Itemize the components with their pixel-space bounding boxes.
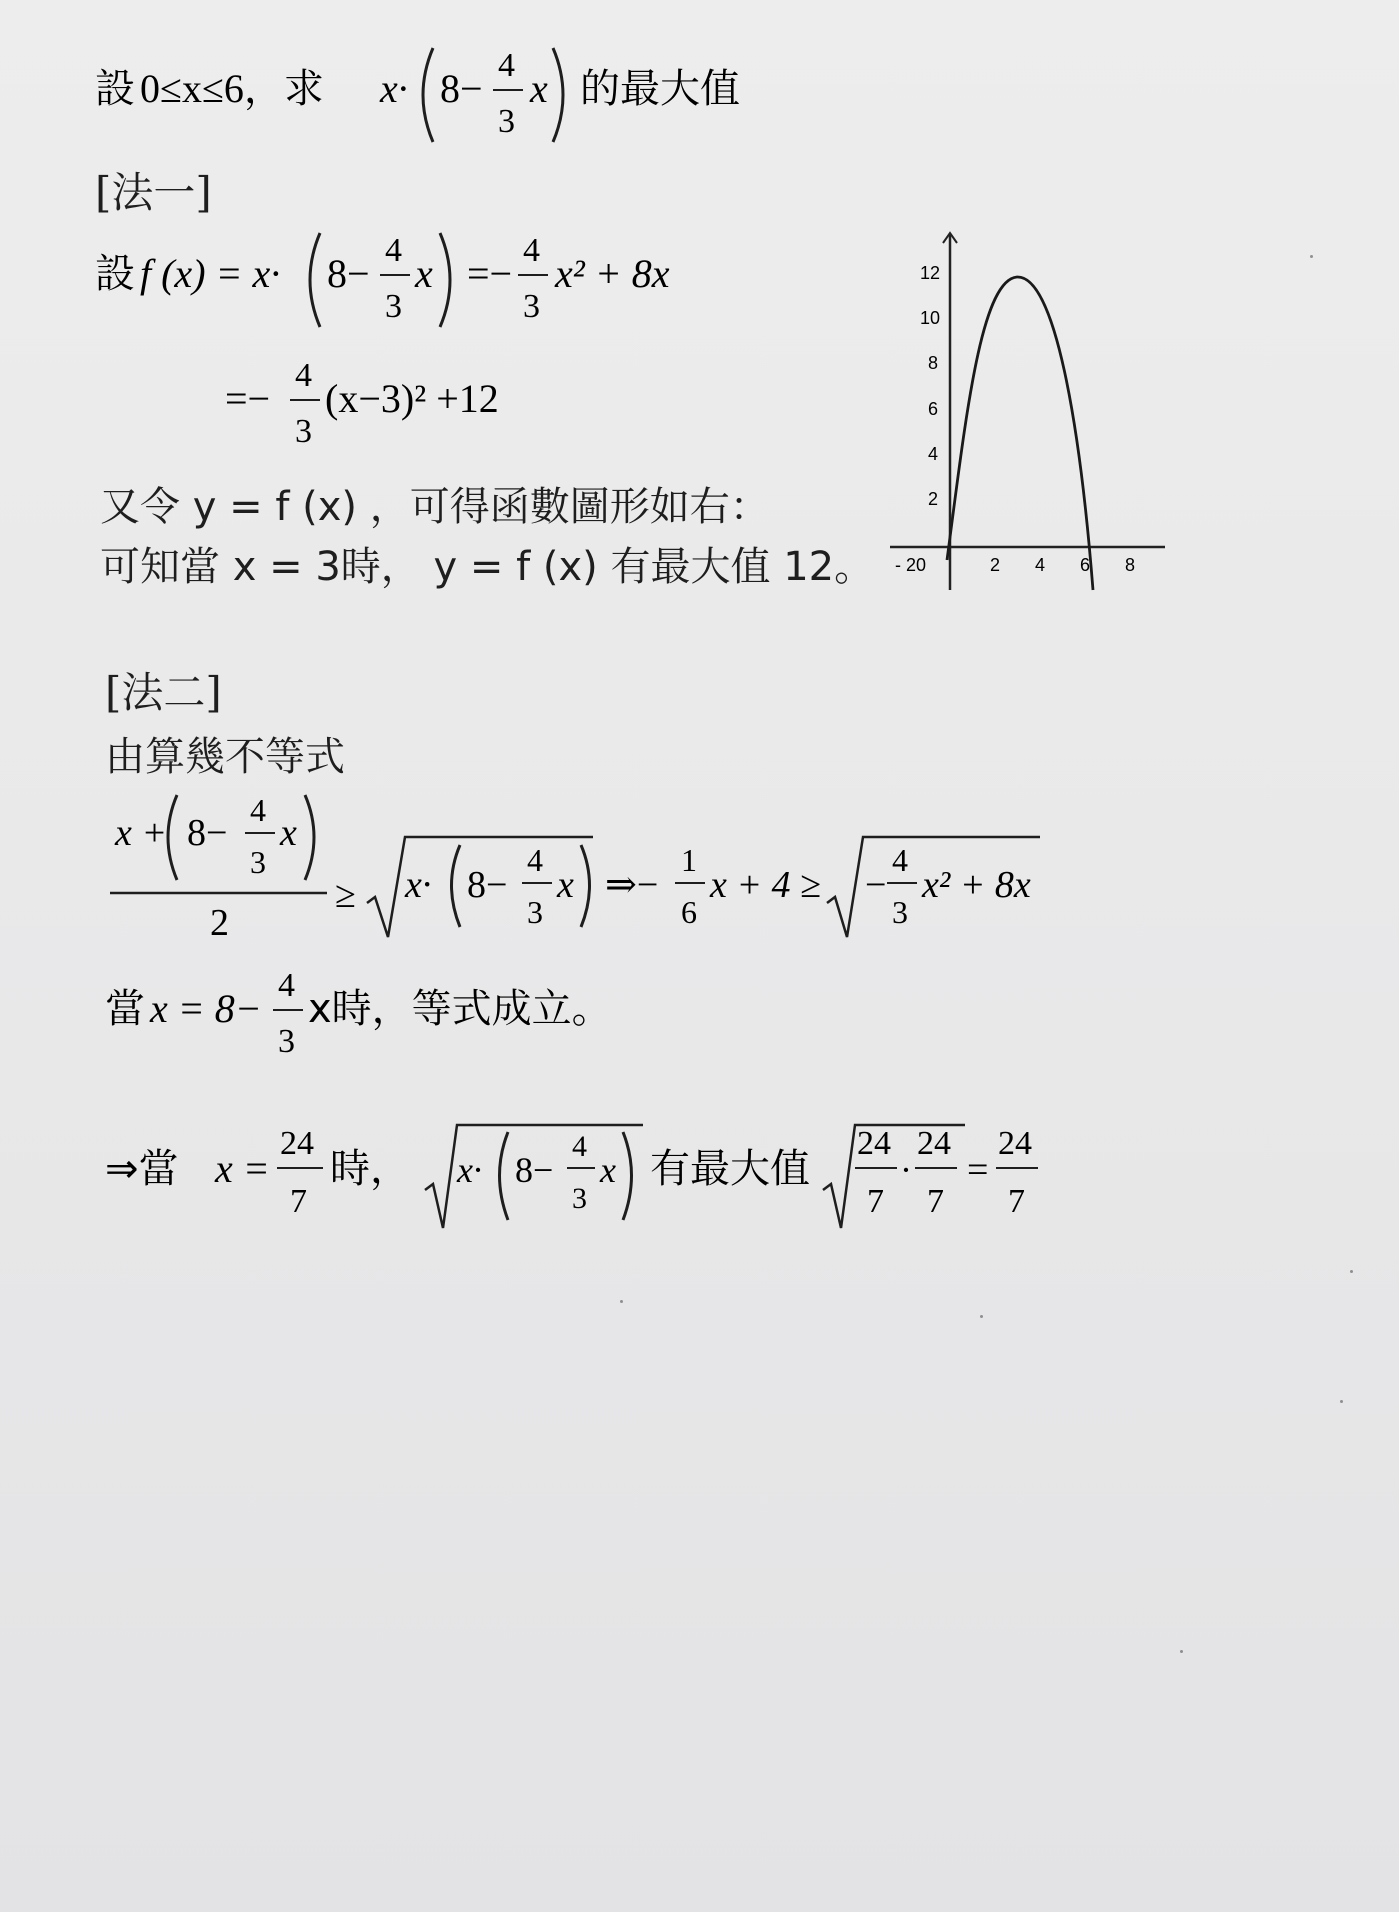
method1-var: x (415, 251, 433, 296)
frac-den-6: 6 (681, 894, 697, 930)
conclusion-x: x = (215, 1146, 270, 1191)
y-tick-12: 12 (920, 263, 941, 283)
frac-num-24: 24 (280, 1125, 314, 1162)
left-paren (452, 845, 461, 927)
frac-num-1: 1 (681, 842, 697, 878)
parabola-curve (947, 277, 1093, 590)
x-tick-8: 8 (1125, 555, 1136, 575)
problem-expr-prefix: x· (380, 66, 408, 111)
y-tick-4: 4 (928, 444, 939, 464)
ge-symbol: ≥ (335, 874, 356, 916)
method1-line2-tail: (x−3)² +12 (325, 376, 499, 421)
method1-label: [法一] (95, 168, 212, 217)
left-paren (500, 1132, 509, 1220)
sqrt-prefix: x· (457, 1150, 482, 1190)
frac-num: 4 (278, 967, 295, 1004)
equality-mid: x = 8− (150, 986, 262, 1031)
method1-inner: 8− (327, 251, 370, 296)
frac-den: 3 (572, 1182, 587, 1215)
equality-prefix: 當 (105, 986, 145, 1032)
frac-num: 4 (250, 792, 266, 828)
right-paren (623, 1132, 632, 1220)
frac-den: 3 (250, 844, 266, 880)
y-tick-6: 6 (928, 399, 939, 419)
x-tick-2: 2 (990, 555, 1001, 575)
problem-domain: 0≤x≤6，求 (140, 66, 324, 111)
am-gm-inequality (105, 785, 1065, 949)
ineq-mid: x + 4 ≥ (710, 864, 821, 906)
y-tick-10: 10 (920, 308, 941, 328)
left-paren (168, 795, 177, 880)
frac-den-7: 7 (290, 1183, 307, 1220)
frac-num: 4 (527, 842, 543, 878)
graph-svg (880, 225, 1180, 605)
frac-num: 4 (385, 232, 402, 269)
problem-frac-num: 4 (498, 47, 515, 84)
frac-den: 3 (278, 1023, 295, 1060)
frac-num: 4 (572, 1130, 587, 1163)
problem-intro: 設 (95, 66, 135, 111)
frac-num-24: 24 (917, 1125, 951, 1162)
method1-line1-tail: x² + 8x (555, 251, 670, 296)
problem-frac-den: 3 (498, 103, 515, 140)
frac-den-7: 7 (867, 1183, 884, 1220)
frac-den-7: 7 (1008, 1183, 1025, 1220)
problem-expression (95, 40, 775, 150)
frac-den-7: 7 (927, 1183, 944, 1220)
method1-line2 (225, 350, 565, 464)
problem-statement (95, 40, 775, 154)
x-tick-6: 6 (1080, 555, 1091, 575)
paper-speck (620, 1300, 623, 1303)
frac-den: 3 (385, 288, 402, 325)
ineq-var: x (280, 812, 297, 854)
frac-num: 4 (523, 232, 540, 269)
y-tick-2: 2 (928, 489, 939, 509)
implies-symbol: ⇒− (605, 864, 659, 906)
paper-speck (980, 1315, 983, 1318)
method1-eq: =− (467, 251, 513, 296)
dot: · (900, 1150, 912, 1190)
problem-tail: 的最大值 (580, 66, 740, 111)
x-ticks (895, 555, 1135, 575)
ineq-den: 2 (210, 902, 229, 944)
right-paren (581, 845, 590, 927)
frac-num: 4 (295, 357, 312, 394)
sqrt2-tail: x² + 8x (922, 864, 1031, 906)
conclusion-expression (105, 1110, 1065, 1240)
method1-fx: f (x) = x· (140, 251, 281, 296)
method1-line1-expression (95, 225, 695, 335)
problem-expr-var: x (530, 66, 548, 111)
method1-line4: 可知當 x = 3時， y = f (x) 有最大值 12。 (100, 544, 875, 590)
frac-num: 4 (892, 842, 908, 878)
sqrt-var: x (557, 864, 574, 906)
equality-tail: x時，等式成立。 (308, 986, 612, 1032)
method1-line3: 又令 y = f (x) ，可得函數圖形如右： (100, 484, 770, 530)
frac-den: 3 (527, 894, 543, 930)
equality-expression (105, 960, 705, 1070)
paper-speck (1340, 1400, 1343, 1403)
am-gm-expression (105, 785, 1065, 945)
ineq-left-top: x + (115, 812, 168, 854)
paper-speck (1310, 255, 1313, 258)
method1-line2-eq: =− (225, 376, 271, 421)
method1-line1 (95, 225, 695, 339)
right-paren (305, 795, 314, 880)
parabola-graph (880, 225, 1180, 609)
sqrt2-prefix: − (865, 864, 887, 906)
frac-num-24: 24 (857, 1125, 891, 1162)
conclusion (105, 1110, 1065, 1244)
ineq-inner: 8− (187, 812, 228, 854)
y-tick-8: 8 (928, 353, 939, 373)
sqrt-inner: 8− (467, 864, 508, 906)
frac-num-24: 24 (998, 1125, 1032, 1162)
method1-line2-expression (225, 350, 565, 460)
x-tick-4: 4 (1035, 555, 1046, 575)
frac-den: 3 (892, 894, 908, 930)
left-paren (423, 48, 433, 142)
frac-den: 3 (295, 413, 312, 450)
method2-label: [法二] (105, 668, 222, 717)
y-ticks (920, 263, 940, 509)
conclusion-prefix: ⇒當 (105, 1146, 179, 1192)
equals: = (967, 1149, 989, 1191)
origin-label: - 20 (895, 555, 927, 575)
problem-expr-const: 8− (440, 66, 483, 111)
sqrt-prefix: x· (405, 864, 432, 906)
conclusion-has: 有最大值 (650, 1146, 810, 1192)
equality-condition (105, 960, 705, 1074)
sqrt-var: x (600, 1150, 616, 1190)
frac-den: 3 (523, 288, 540, 325)
paper-speck (1180, 1650, 1183, 1653)
right-paren (440, 233, 450, 327)
right-paren (553, 48, 563, 142)
sqrt-inner: 8− (515, 1150, 554, 1190)
method1-line1-prefix: 設 (95, 251, 135, 296)
method2-intro: 由算幾不等式 (105, 734, 345, 780)
conclusion-when: 時， (330, 1146, 410, 1192)
left-paren (310, 233, 320, 327)
paper-speck (1350, 1270, 1353, 1273)
